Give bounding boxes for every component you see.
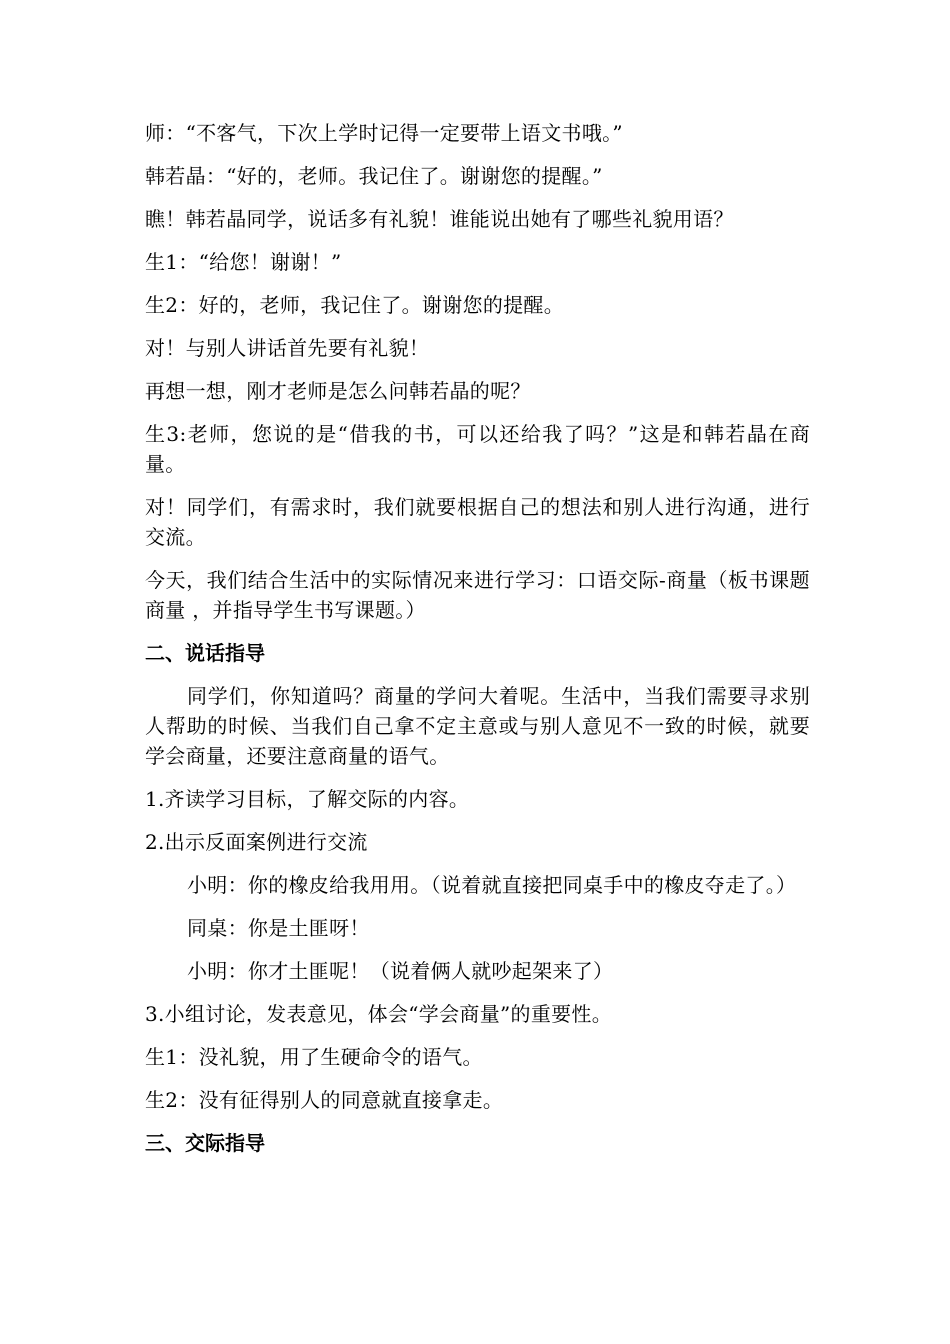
- paragraph-politeness: 对！与别人讲话首先要有礼貌！: [145, 336, 430, 360]
- paragraph-think-again: 再想一想，刚才老师是怎么问韩若晶的呢？: [145, 379, 531, 403]
- paragraph-today-topic: 今天，我们结合生活中的实际情况来进行学习：口语交际-商量（板书课题商量 ，并指导学生书写课题。）: [145, 568, 810, 622]
- discussion-answer-1: 生1：没礼貌，用了生硬命令的语气。: [145, 1045, 483, 1069]
- paragraph-polite-question: 瞧！韩若晶同学，说话多有礼貌！谁能说出她有了哪些礼貌用语？: [145, 207, 734, 231]
- dialogue-line-han-ruojing: 韩若晶：“好的，老师。我记住了。谢谢您的提醒。”: [145, 164, 603, 188]
- dialogue-line-teacher: 师：“不客气，下次上学时记得一定要带上语文书哦。”: [145, 121, 623, 145]
- section-heading-communication-guidance: 三、交际指导: [145, 1131, 265, 1155]
- document-body: [145, 118, 810, 1171]
- dialogue-line-xiaoming-1: 小明：你的橡皮给我用用。（说着就直接把同桌手中的橡皮夺走了。）: [187, 873, 797, 897]
- student-answer-2: 生2：好的，老师，我记住了。谢谢您的提醒。: [145, 293, 565, 317]
- student-answer-3: 生3:老师，您说的是“借我的书，可以还给我了吗？”这是和韩若晶在商量。: [145, 422, 810, 476]
- list-item-3: 3.小组讨论，发表意见，体会“学会商量”的重要性。: [145, 1002, 613, 1026]
- section-heading-speaking-guidance: 二、说话指导: [145, 641, 265, 665]
- dialogue-line-xiaoming-2: 小明：你才土匪呢！（说着俩人就吵起架来了）: [187, 959, 614, 983]
- student-answer-1: 生1：“给您！谢谢！”: [145, 250, 342, 274]
- paragraph-communication: 对！同学们，有需求时，我们就要根据自己的想法和别人进行沟通，进行交流。: [145, 495, 810, 549]
- list-item-2: 2.出示反面案例进行交流: [145, 830, 368, 854]
- dialogue-line-deskmate: 同桌：你是土匪呀！: [187, 916, 370, 940]
- list-item-1: 1.齐读学习目标，了解交际的内容。: [145, 787, 470, 811]
- discussion-answer-2: 生2：没有征得别人的同意就直接拿走。: [145, 1088, 504, 1112]
- paragraph-negotiation-intro: 同学们，你知道吗？商量的学问大着呢。生活中，当我们需要寻求别人帮助的时候、当我们自己拿不定主意或与别人意见不一致的时候，就要学会商量，还要注意商量的语气。: [145, 684, 810, 768]
